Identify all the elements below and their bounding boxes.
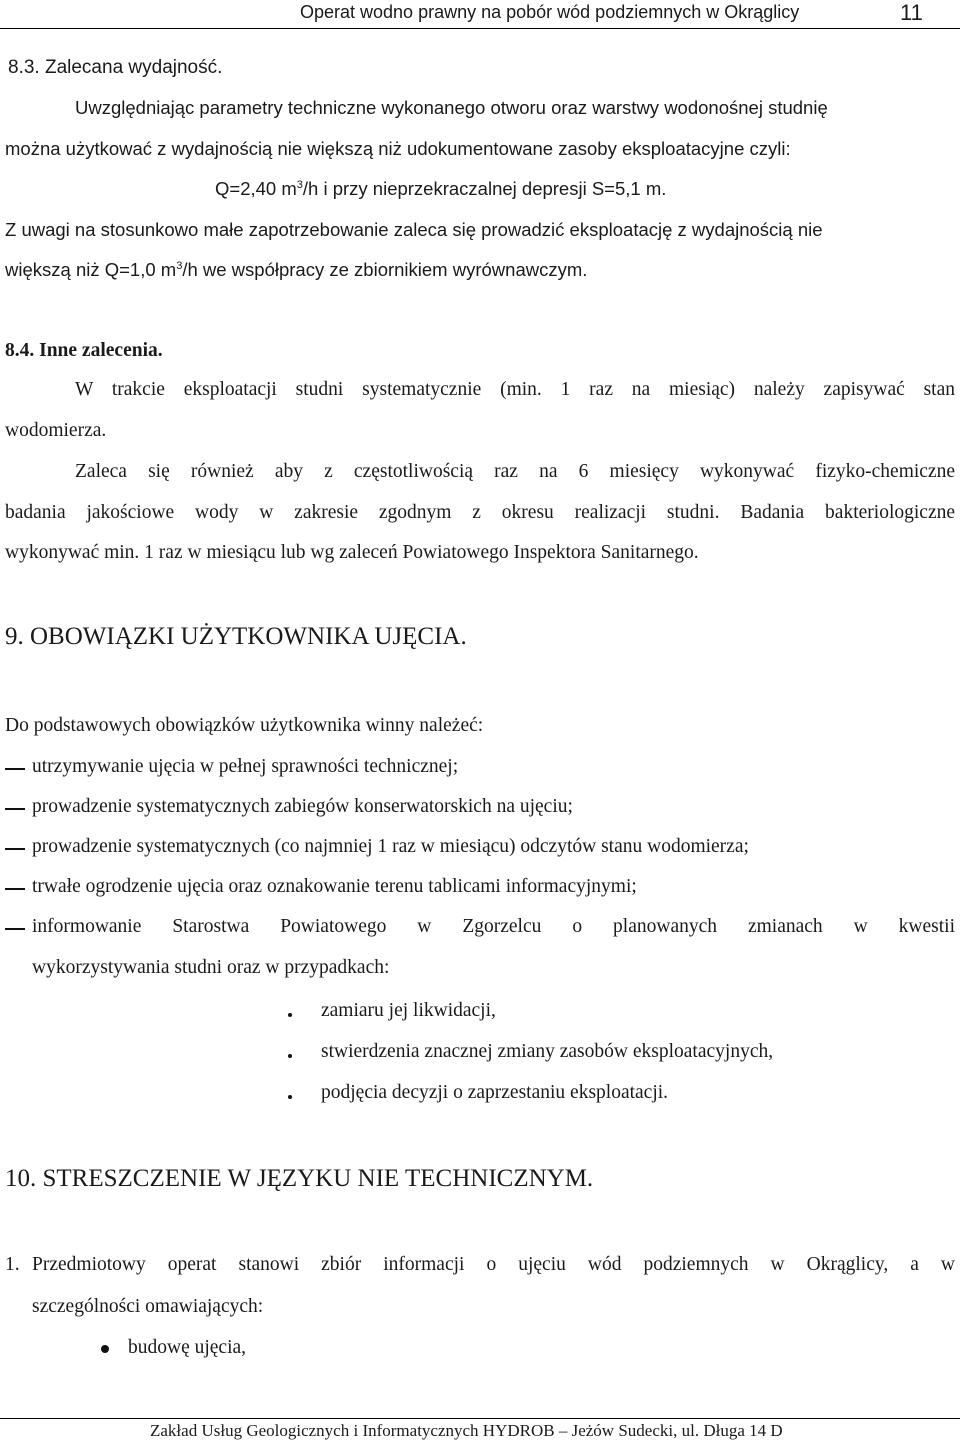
list-item: trwałe ogrodzenie ujęcia oraz oznakowanie terenu tablicami informacyjnymi; — [32, 876, 637, 897]
section-9-heading: 9. OBOWIĄZKI UŻYTKOWNIKA UJĘCIA. — [5, 623, 467, 650]
section-8-4-p2-line2: badania jakościowe wody w zakresie zgodnym z okresu realizacji studni. Badania bakteriologiczne — [5, 502, 955, 523]
formula-post: /h i przy nieprzekraczalnej depresji S=5,1 m. — [302, 178, 667, 199]
bullet-icon — [288, 1095, 292, 1099]
page-number: 11 — [900, 0, 923, 25]
p2-line2-sup: 3 — [176, 259, 183, 272]
section-8-3-p2-line1: Z uwagi na stosunkowo małe zapotrzebowanie zaleca się prowadzić eksploatację z wydajnością nie — [5, 219, 823, 240]
sublist-item: podjęcia decyzji o zaprzestaniu eksploatacji. — [321, 1082, 669, 1103]
section-9-intro: Do podstawowych obowiązków użytkownika winny należeć: — [5, 715, 484, 736]
bullet-icon — [288, 1054, 292, 1058]
sublist-item: stwierdzenia znacznej zmiany zasobów eksploatacyjnych, — [321, 1041, 774, 1062]
section-10-heading: 10. STRESZCZENIE W JĘZYKU NIE TECHNICZNYM. — [5, 1165, 594, 1192]
section-10-item1-line2: szczególności omawiających: — [32, 1296, 264, 1317]
section-8-4-p1-line2: wodomierza. — [5, 420, 107, 441]
list-item: informowanie Starostwa Powiatowego w Zgorzelcu o planowanych zmianach w kwestii — [32, 916, 955, 937]
section-8-4-p1-line1: W trakcie eksploatacji studni systematycznie (min. 1 raz na miesiąc) należy zapisywać stan — [75, 379, 955, 400]
sublist-item: zamiaru jej likwidacji, — [321, 1000, 496, 1021]
list-item: prowadzenie systematycznych (co najmniej 1 raz w miesiącu) odczytów stanu wodomierza; — [32, 836, 749, 857]
page-header-title: Operat wodno prawny na pobór wód podziemnych w Okrąglicy — [300, 2, 800, 22]
section-8-4-p2-line1: Zaleca się również aby z częstotliwością raz na 6 miesięcy wykonywać fizyko-chemiczne — [75, 461, 955, 482]
header-divider — [0, 28, 960, 29]
section-10-item1-line1: Przedmiotowy operat stanowi zbiór informacji o ujęciu wód podziemnych w Okrąglicy, a w — [32, 1254, 955, 1275]
section-8-4-p2-line3: wykonywać min. 1 raz w miesiącu lub wg zaleceń Powiatowego Inspektora Sanitarnego. — [5, 542, 699, 563]
section-8-4-heading: 8.4. Inne zalecenia. — [5, 340, 163, 361]
list-dash — [5, 808, 25, 810]
bullet-icon — [288, 1013, 292, 1017]
section-10-item-number: 1. — [5, 1254, 20, 1275]
list-dash — [5, 888, 25, 890]
formula-pre: Q=2,40 m — [215, 178, 297, 199]
section-8-3-formula — [215, 178, 666, 200]
formula-sup: 3 — [296, 178, 303, 191]
section-8-3-p1-line2: można użytkować z wydajnością nie większą niż udokumentowane zasoby eksploatacyjne czyli: — [5, 138, 791, 159]
list-item: utrzymywanie ujęcia w pełnej sprawności technicznej; — [32, 756, 459, 777]
list-item: prowadzenie systematycznych zabiegów konserwatorskich na ujęciu; — [32, 796, 573, 817]
page-footer: Zakład Usług Geologicznych i Informatycznych HYDROB – Jeżów Sudecki, ul. Długa 14 D — [150, 1421, 783, 1440]
list-item-continuation: wykorzystywania studni oraz w przypadkach: — [32, 957, 390, 978]
list-dash — [5, 848, 25, 850]
footer-divider — [0, 1418, 960, 1419]
bullet-icon — [101, 1345, 109, 1353]
p2-line2-pre: większą niż Q=1,0 m — [5, 259, 177, 280]
section-10-bullet-item: budowę ujęcia, — [128, 1337, 247, 1358]
list-dash — [5, 768, 25, 770]
section-8-3-heading: 8.3. Zalecana wydajność. — [8, 57, 223, 78]
section-8-3-p2-line2 — [5, 259, 587, 281]
list-dash — [5, 928, 25, 930]
section-8-3-p1-line1: Uwzględniając parametry techniczne wykonanego otworu oraz warstwy wodonośnej studnię — [75, 97, 828, 118]
p2-line2-post: /h we współpracy ze zbiornikiem wyrównawczym. — [182, 259, 588, 280]
